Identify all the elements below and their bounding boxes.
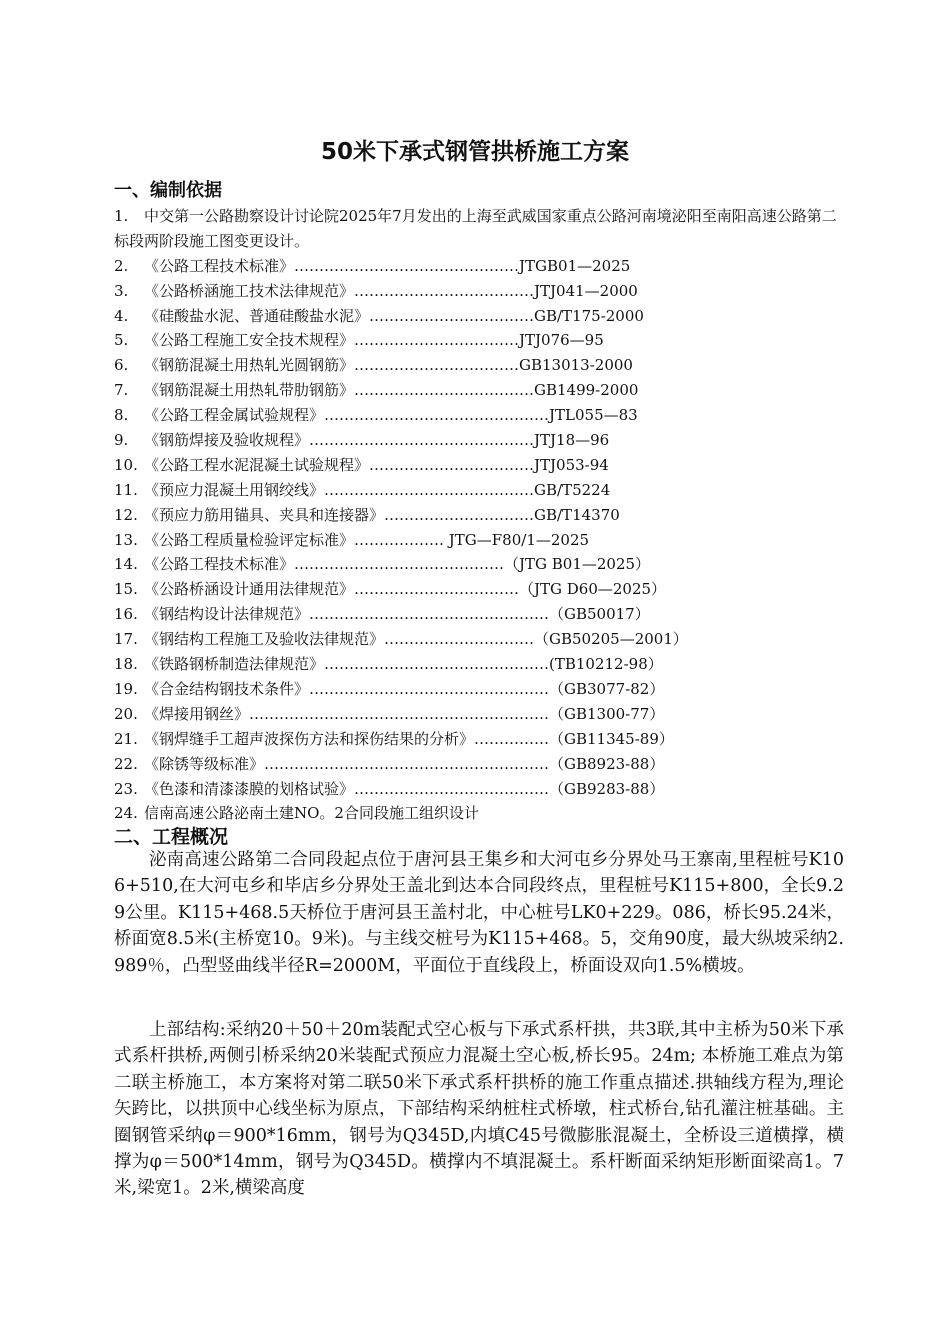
- list-item: [114, 453, 844, 478]
- list-item-number: 11.: [114, 480, 138, 499]
- list-item-text: 《钢筋混凝土用热轧带肋钢筋》………………………………GB1499-2000: [144, 381, 639, 400]
- list-item: [114, 403, 844, 428]
- list-item-number: 12.: [114, 505, 138, 524]
- list-item-number: 1.: [114, 207, 129, 225]
- list-item-text: 《色漆和清漆漆膜的划格试验》…………………………………（GB9283-88）: [144, 779, 665, 798]
- list-item: [114, 752, 844, 777]
- list-item-number: 22.: [114, 754, 138, 773]
- list-item-number: 4.: [114, 306, 129, 325]
- list-item-number: 10.: [114, 455, 138, 474]
- list-item: [114, 254, 844, 279]
- list-item-number: 3.: [114, 281, 129, 300]
- section-heading-basis: 一、编制依据: [114, 180, 222, 201]
- list-item-text: 信南高速公路泌南土建NO。2合同段施工组织设计: [144, 804, 479, 823]
- list-item-text: 中交第一公路勘察设计讨论院2025年7月发出的上海至武威国家重点公路河南境泌阳至南阳高速公路第二标段两阶段施工图变更设计。: [114, 207, 837, 250]
- list-item: [114, 528, 844, 553]
- reference-list: [114, 204, 844, 826]
- list-item-text: 《硅酸盐水泥、普通硅酸盐水泥》……………………………GB/T175-2000: [144, 306, 644, 325]
- list-item-text: 《合金结构钢技术条件》…………………………………………（GB3077-82）: [144, 679, 665, 698]
- list-item: [114, 353, 844, 378]
- list-item-text: 《公路桥涵设计通用法律规范》……………………………（JTG D60—2025）: [144, 580, 667, 599]
- list-item-number: 17.: [114, 630, 138, 649]
- list-item: [114, 204, 844, 254]
- page-title: 50米下承式钢管拱桥施工方案: [320, 139, 629, 165]
- list-item-text: 《预应力混凝土用钢绞线》……………………………………GB/T5224: [144, 480, 611, 499]
- list-item-number: 8.: [114, 406, 129, 425]
- list-item: [114, 304, 844, 329]
- list-item-text: 《公路桥涵施工技术法律规范》………………………………JTJ041—2000: [144, 281, 638, 300]
- list-item-number: 5.: [114, 331, 129, 350]
- list-item-number: 20.: [114, 704, 138, 723]
- list-item-number: 2.: [114, 256, 129, 275]
- list-item-text: 《预应力筋用锚具、夹具和连接器》…………………………GB/T14370: [144, 505, 620, 524]
- list-item-number: 6.: [114, 356, 129, 375]
- list-item: [114, 677, 844, 702]
- list-item: [114, 328, 844, 353]
- list-item-number: 15.: [114, 580, 138, 599]
- list-item: [114, 627, 844, 652]
- list-item-number: 7.: [114, 381, 129, 400]
- list-item-text: 《除锈等级标准》…………………………………………………（GB8923-88）: [144, 754, 665, 773]
- list-item-text: 《公路工程水泥混凝土试验规程》……………………………JTJ053-94: [144, 455, 609, 474]
- list-item: [114, 503, 844, 528]
- list-item: [114, 279, 844, 304]
- list-item: [114, 378, 844, 403]
- list-item: [114, 552, 844, 577]
- list-item-number: 23.: [114, 779, 138, 798]
- list-item-number: 24.: [114, 804, 138, 823]
- list-item-text: 《钢结构工程施工及验收法律规范》…………………………（GB50205—2001）: [144, 630, 688, 649]
- list-item-number: 13.: [114, 530, 138, 549]
- list-item: [114, 577, 844, 602]
- list-item-number: 19.: [114, 679, 138, 698]
- structure-paragraph: 上部结构:采纳20＋50＋20m装配式空心板与下承式系杆拱，共3联,其中主桥为50米下承式系杆拱桥,两侧引桥采纳20米装配式预应力混凝土空心板,桥长95。24m; 本桥施工难点为第二联主桥施工，本方案将对第二联50米下承式系杆拱桥的施工作重点描述.拱轴线方程为,理论矢跨比，以拱顶中心线坐标为原点，下部结构采纳桩柱式桥墩，柱式桥台,钻孔灌注桩基础。主圈钢管采纳φ＝900*16mm，钢号为Q345D,内填C45号微膨胀混凝土，全桥设三道横撑，横撑为φ＝500*14mm，钢号为Q345D。横撑内不填混凝土。系杆断面采纳矩形断面梁高1。7米,梁宽1。2米,横梁高度: [114, 1020, 844, 1199]
- list-item-text: 《公路工程金属试验规程》………………………………………JTL055—83: [144, 406, 638, 425]
- list-item-number: 14.: [114, 555, 138, 574]
- list-item: [114, 727, 844, 752]
- list-item-number: 21.: [114, 729, 138, 748]
- list-item-text: 《公路工程技术标准》……………………………………（JTG B01—2025）: [144, 555, 651, 574]
- list-item-text: 《钢结构设计法律规范》…………………………………………（GB50017）: [144, 605, 650, 624]
- list-item-text: 《钢筋焊接及验收规程》………………………………………JTJ18—96: [144, 431, 610, 450]
- list-item-text: 《钢焊缝手工超声波探伤方法和探伤结果的分析》……………（GB11345-89）: [144, 729, 674, 748]
- list-item-text: 《焊接用钢丝》……………………………………………………（GB1300-77）: [144, 704, 665, 723]
- list-item: [114, 777, 844, 802]
- list-item: [114, 652, 844, 677]
- overview-paragraph: 泌南高速公路第二合同段起点位于唐河县王集乡和大河屯乡分界处马王寨南,里程桩号K106+510,在大河屯乡和毕店乡分界处王盖北到达本合同段终点，里程桩号K115+800，全长9.29公里。K115+468.5天桥位于唐河县王盖村北，中心桩号LK0+229。086，桥长95.24米，桥面宽8.5米(主桥宽10。9米)。与主线交桩号为K115+468。5，交角90度，最大纵坡采纳2.989％，凸型竖曲线半径R=2000M，平面位于直线段上，桥面设双向1.5%横坡。: [114, 850, 844, 976]
- list-item-text: 《公路工程质量检验评定标准》……………… JTG—F80/1—2025: [144, 530, 590, 549]
- list-item: [114, 702, 844, 727]
- list-item-text: 《铁路钢桥制造法律规范》………………………………………(TB10212-98）: [144, 655, 663, 674]
- list-item: [114, 428, 844, 453]
- list-item-text: 《公路工程技术标准》………………………………………JTGB01—2025: [144, 256, 631, 275]
- section-heading-overview: 二、工程概况: [114, 826, 229, 848]
- list-item-number: 18.: [114, 655, 138, 674]
- list-item: [114, 478, 844, 503]
- list-item-text: 《公路工程施工安全技术规程》……………………………JTJ076—95: [144, 331, 604, 350]
- list-item-number: 16.: [114, 605, 138, 624]
- list-item-number: 9.: [114, 431, 129, 450]
- list-item-text: 《钢筋混凝土用热轧光圆钢筋》……………………………GB13013-2000: [144, 356, 633, 375]
- list-item: [114, 602, 844, 627]
